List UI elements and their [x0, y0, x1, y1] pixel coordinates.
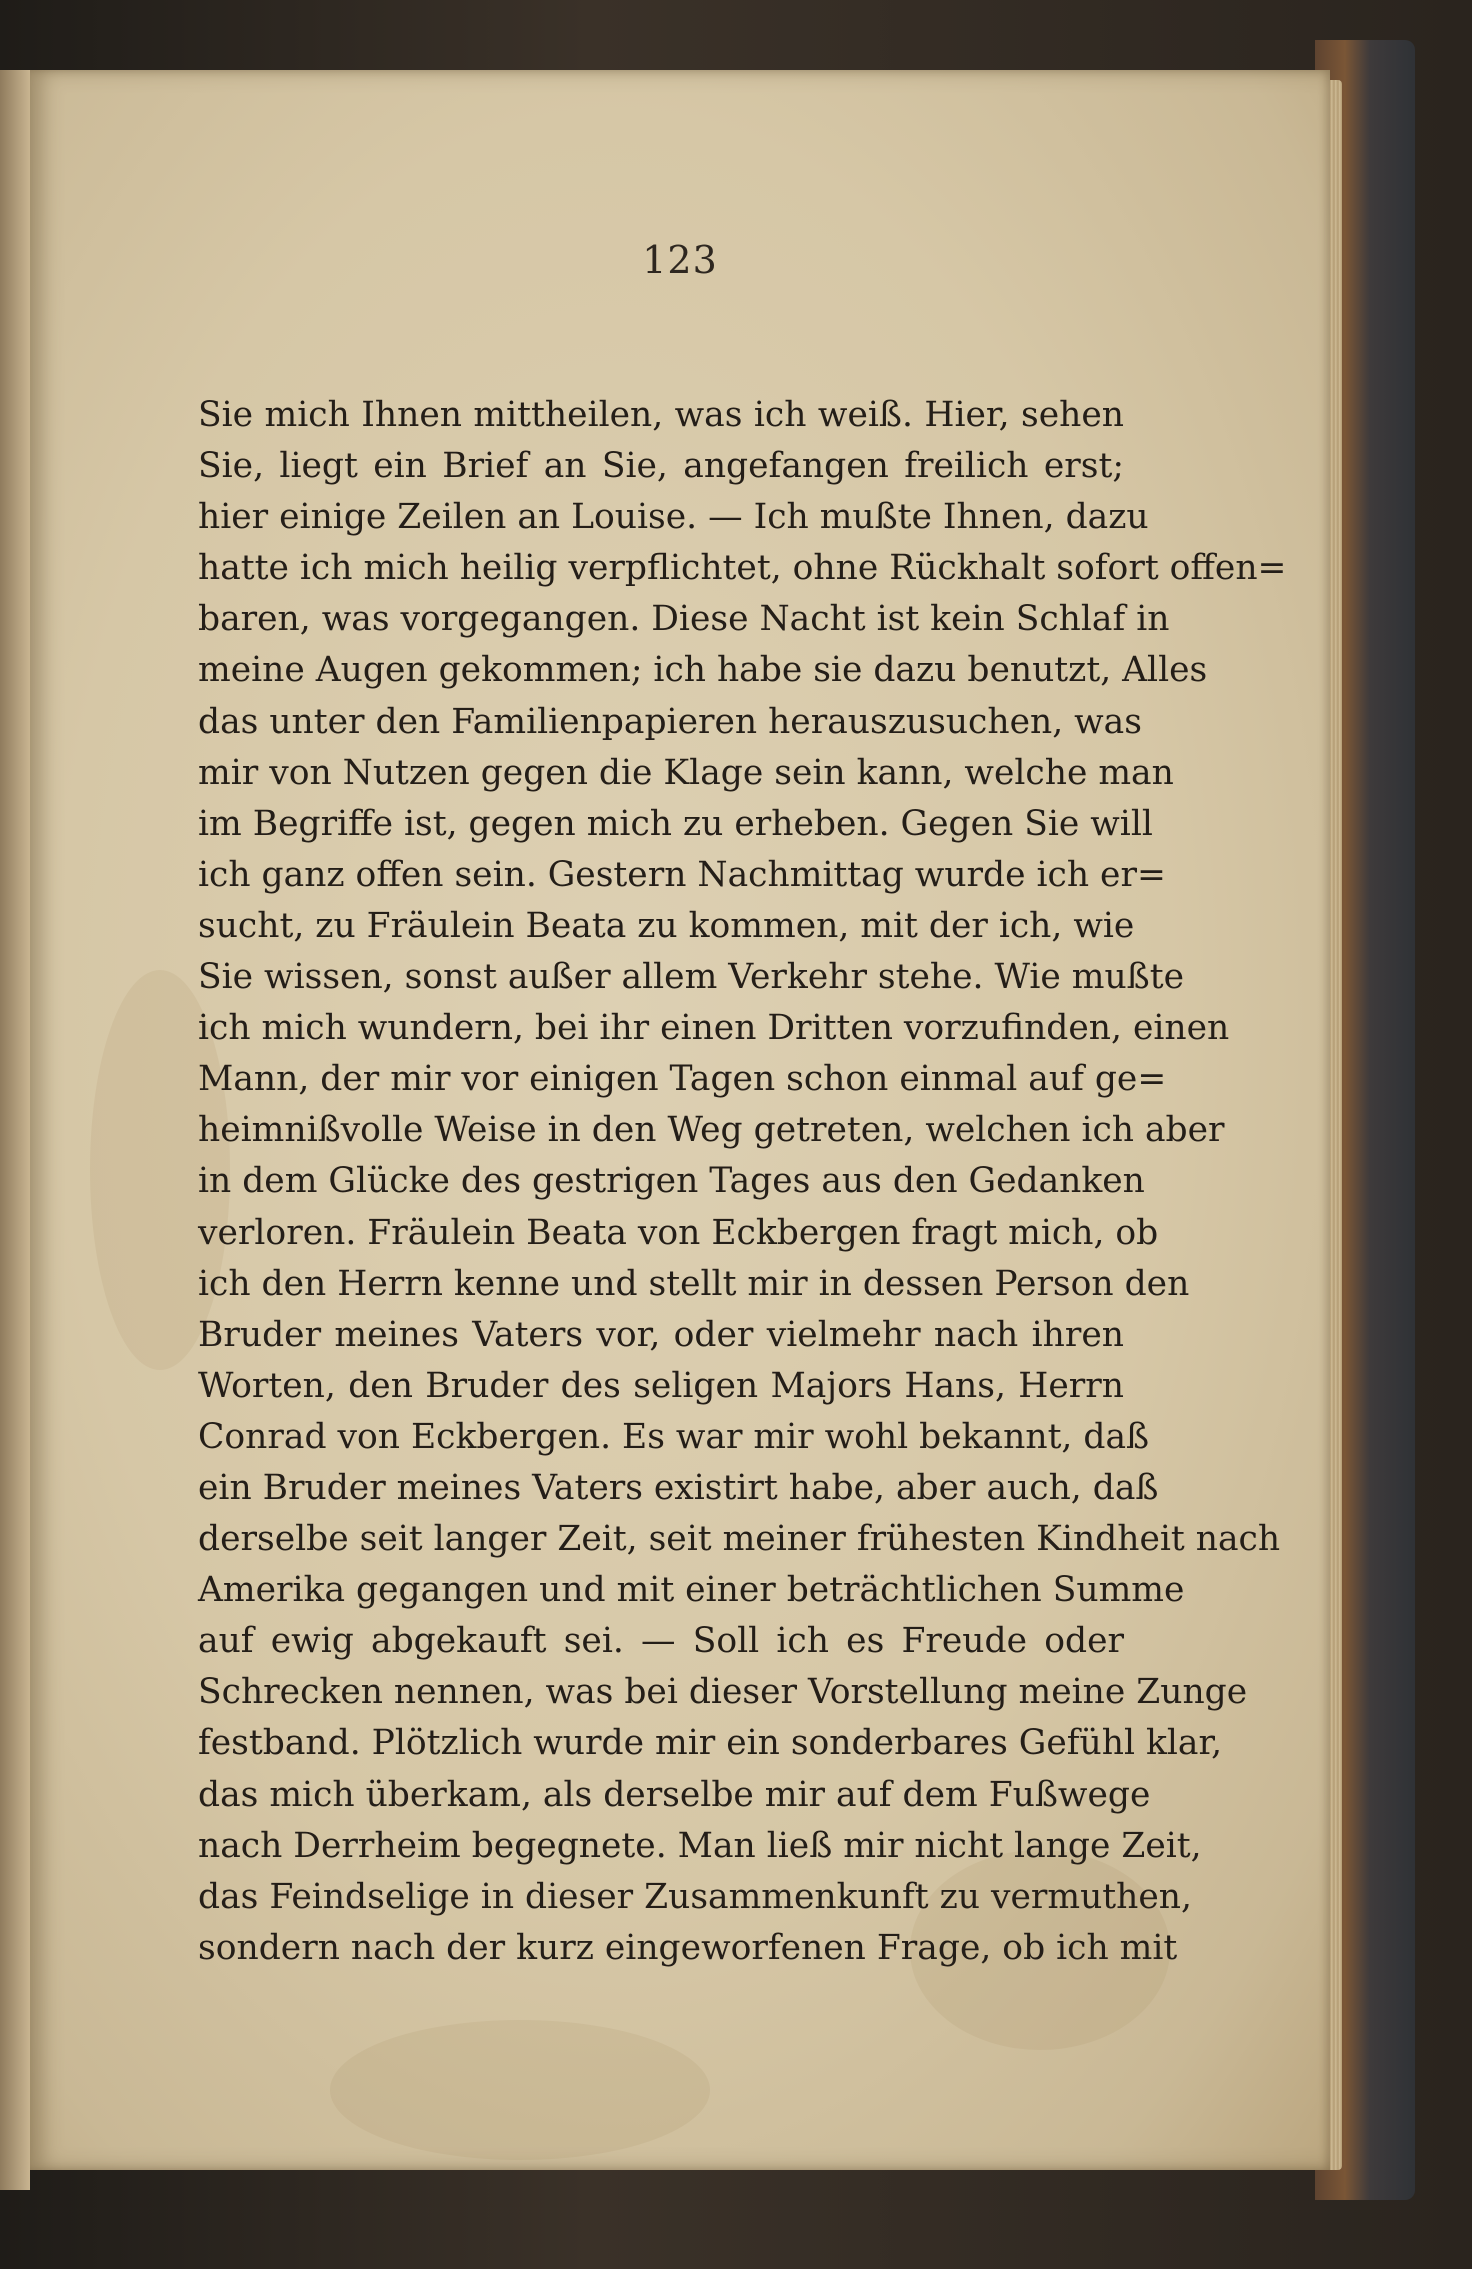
text-line: meine Augen gekommen; ich habe sie dazu benutzt, Alles [198, 650, 1208, 691]
text-line: im Begriffe ist, gegen mich zu erheben. Gegen Sie will [198, 803, 1153, 844]
text-line: Sie wissen, sonst außer allem Verkehr stehe. Wie mußte [198, 957, 1185, 998]
text-line: ich mich wundern, bei ihr einen Dritten vorzufinden, einen [198, 1008, 1230, 1049]
text-line: Conrad von Eckbergen. Es war mir wohl bekannt, daß [198, 1416, 1150, 1457]
text-line: Sie, liegt ein Brief an Sie, angefangen freilich erst; [198, 446, 1124, 487]
text-line: festband. Plötzlich wurde mir ein sonderbares Gefühl klar, [198, 1723, 1223, 1764]
text-line: auf ewig abgekauft sei. — Soll ich es Freude oder [198, 1621, 1124, 1662]
previous-page-edge [0, 70, 30, 2190]
text-line: baren, was vorgegangen. Diese Nacht ist kein Schlaf in [198, 599, 1170, 640]
text-line: das mich überkam, als derselbe mir auf dem Fußwege [198, 1774, 1151, 1815]
text-line: das Feindselige in dieser Zusammenkunft zu vermuthen, [198, 1876, 1192, 1917]
text-line: Amerika gegangen und mit einer beträchtlichen Summe [198, 1570, 1185, 1611]
text-line: Bruder meines Vaters vor, oder vielmehr nach ihren [198, 1314, 1124, 1355]
text-line: hier einige Zeilen an Louise. — Ich mußte Ihnen, dazu [198, 497, 1149, 538]
text-line: Mann, der mir vor einigen Tagen schon einmal auf ge= [198, 1059, 1167, 1100]
text-line: Schrecken nennen, was bei dieser Vorstellung meine Zunge [198, 1672, 1248, 1713]
body-text [198, 390, 1287, 1974]
text-line: Sie mich Ihnen mittheilen, was ich weiß. Hier, sehen [198, 395, 1124, 435]
text-line: hatte ich mich heilig verpflichtet, ohne Rückhalt sofort offen= [198, 548, 1287, 589]
text-line: das unter den Familienpapieren herauszusuchen, was [198, 701, 1142, 742]
text-line: heimnißvolle Weise in den Weg getreten, welchen ich aber [198, 1110, 1225, 1151]
text-line: mir von Nutzen gegen die Klage sein kann, welche man [198, 752, 1174, 793]
page-number: 123 [642, 238, 718, 282]
book-page [30, 70, 1330, 2170]
text-line: ich den Herrn kenne und stellt mir in dessen Person den [198, 1263, 1190, 1304]
text-line: sucht, zu Fräulein Beata zu kommen, mit der ich, wie [198, 905, 1135, 946]
text-line: verloren. Fräulein Beata von Eckbergen fragt mich, ob [198, 1212, 1159, 1253]
page-stain [330, 2020, 710, 2160]
text-line: ein Bruder meines Vaters existirt habe, aber auch, daß [198, 1467, 1159, 1508]
text-line: ich ganz offen sein. Gestern Nachmittag wurde ich er= [198, 854, 1166, 895]
text-line: nach Derrheim begegnete. Man ließ mir nicht lange Zeit, [198, 1825, 1202, 1866]
text-line: Worten, den Bruder des seligen Majors Hans, Herrn [198, 1365, 1124, 1406]
text-line: derselbe seit langer Zeit, seit meiner frühesten Kindheit nach [198, 1519, 1281, 1560]
text-line: sondern nach der kurz eingeworfenen Frage, ob ich mit [198, 1927, 1178, 1968]
text-line: in dem Glücke des gestrigen Tages aus den Gedanken [198, 1161, 1145, 1202]
